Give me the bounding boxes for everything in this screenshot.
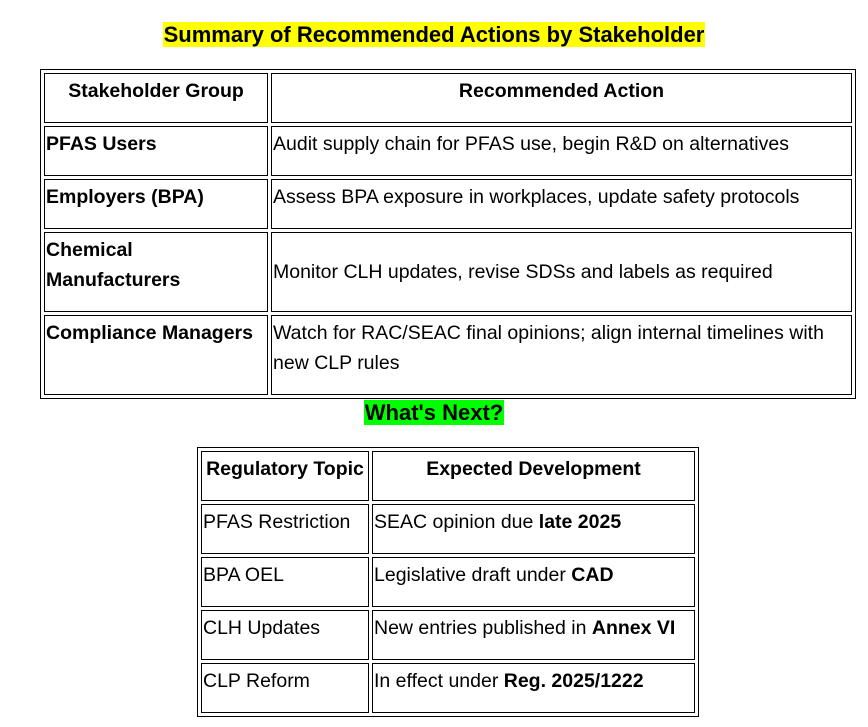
table-row: [201, 504, 695, 554]
development-text: New entries published in: [374, 617, 592, 639]
stakeholder-cell: Compliance Managers: [44, 315, 268, 395]
development-text: SEAC opinion due: [374, 511, 539, 533]
table-row: [44, 232, 852, 312]
table-header-row: [44, 73, 852, 123]
table-header-row: [201, 451, 695, 501]
action-cell: Monitor CLH updates, revise SDSs and labels as required: [271, 232, 852, 312]
stakeholder-cell: PFAS Users: [44, 126, 268, 176]
topic-cell: BPA OEL: [201, 557, 369, 607]
table-row: [201, 663, 695, 713]
table-row: [201, 610, 695, 660]
column-header-action: Recommended Action: [271, 73, 852, 123]
summary-heading: [0, 20, 868, 50]
action-cell: Audit supply chain for PFAS use, begin R&D on alternatives: [271, 126, 852, 176]
table-row: [201, 557, 695, 607]
development-cell: [372, 504, 695, 554]
stakeholder-cell: Chemical Manufacturers: [44, 232, 268, 312]
whats-next-heading: [0, 398, 868, 428]
topic-cell: CLH Updates: [201, 610, 369, 660]
stakeholder-cell: Employers (BPA): [44, 179, 268, 229]
table-row: [44, 315, 852, 395]
column-header-topic: Regulatory Topic: [201, 451, 369, 501]
development-highlight: Reg. 2025/1222: [503, 670, 644, 692]
column-header-stakeholder: Stakeholder Group: [44, 73, 268, 123]
action-cell: Watch for RAC/SEAC final opinions; align internal timelines with new CLP rules: [271, 315, 852, 395]
development-cell: [372, 610, 695, 660]
topic-cell: PFAS Restriction: [201, 504, 369, 554]
development-highlight: late 2025: [538, 511, 622, 533]
development-highlight: Annex VI: [591, 617, 676, 639]
topic-cell: CLP Reform: [201, 663, 369, 713]
summary-title: Summary of Recommended Actions by Stakeholder: [163, 22, 705, 47]
development-text: Legislative draft under: [374, 564, 572, 586]
column-header-development: Expected Development: [372, 451, 695, 501]
development-cell: [372, 663, 695, 713]
whats-next-table: [197, 447, 699, 717]
action-cell: Assess BPA exposure in workplaces, update safety protocols: [271, 179, 852, 229]
whats-next-title: What's Next?: [364, 400, 504, 425]
table-row: [44, 179, 852, 229]
summary-table: [40, 69, 856, 399]
development-cell: [372, 557, 695, 607]
table-row: [44, 126, 852, 176]
development-highlight: CAD: [571, 564, 614, 586]
development-text: In effect under: [374, 670, 504, 692]
